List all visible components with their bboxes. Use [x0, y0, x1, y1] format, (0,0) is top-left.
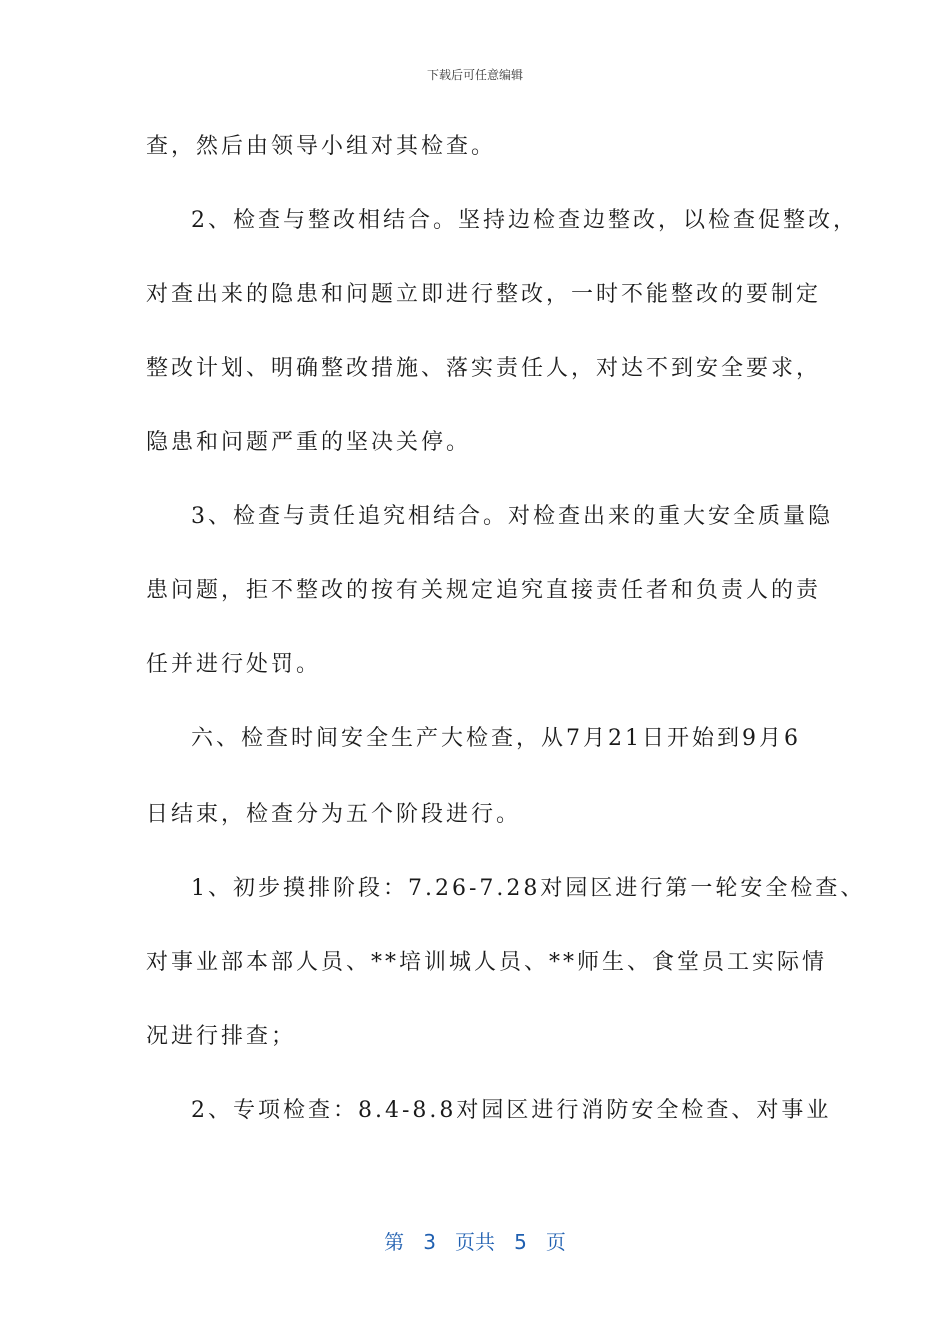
body-line: 六、检查时间安全生产大检查，从7月21日开始到9月6 — [191, 726, 801, 751]
page-footer — [0, 1226, 950, 1255]
body-line: 任并进行处罚。 — [146, 652, 322, 677]
body-line: 整改计划、明确整改措施、落实责任人，对达不到安全要求， — [146, 356, 822, 381]
header-text: 下载后可任意编辑 — [426, 68, 523, 82]
body-line: 况进行排查； — [146, 1024, 297, 1049]
body-line: 1、初步摸排阶段：7.26-7.28对园区进行第一轮安全检查、 — [191, 876, 866, 901]
total-page-count: 5 — [514, 1230, 527, 1254]
body-line: 对查出来的隐患和问题立即进行整改，一时不能整改的要制定 — [146, 282, 822, 307]
page-number-middle: 页共 — [455, 1230, 495, 1254]
body-line: 2、专项检查：8.4-8.8对园区进行消防安全检查、对事业 — [191, 1098, 832, 1123]
body-line: 3、检查与责任追究相结合。对检查出来的重大安全质量隐 — [191, 504, 833, 529]
page-number-suffix: 页 — [545, 1230, 566, 1254]
current-page-number: 3 — [423, 1230, 436, 1254]
body-line: 患问题，拒不整改的按有关规定追究直接责任者和负责人的责 — [146, 578, 822, 603]
body-line: 查，然后由领导小组对其检查。 — [146, 134, 497, 159]
body-line: 对事业部本部人员、**培训城人员、**师生、食堂员工实际情 — [146, 950, 828, 975]
body-line: 日结束，检查分为五个阶段进行。 — [146, 802, 522, 827]
body-line: 隐患和问题严重的坚决关停。 — [146, 430, 472, 455]
body-line: 2、检查与整改相结合。坚持边检查边整改，以检查促整改， — [191, 208, 858, 233]
page-number-prefix: 第 — [384, 1230, 405, 1254]
